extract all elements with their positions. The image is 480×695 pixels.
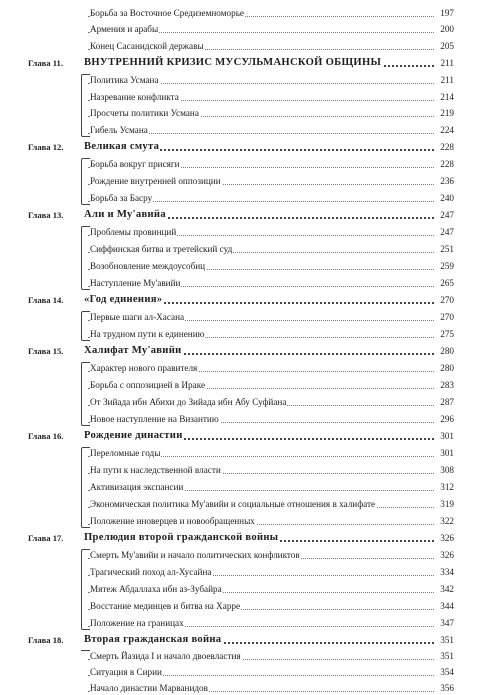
section-title: Мятеж Абдаллаха ибн аз-Зубайра bbox=[90, 584, 222, 594]
chapter-label: Глава 14. bbox=[28, 295, 64, 305]
chapter-entry bbox=[28, 140, 454, 154]
section-bracket bbox=[81, 74, 90, 137]
section-entry bbox=[28, 463, 454, 477]
section-title: На трудном пути к единению bbox=[90, 329, 205, 339]
section-entry bbox=[28, 565, 454, 579]
page-number: 236 bbox=[434, 174, 454, 188]
section-title: Рождение внутренней оппозиции bbox=[90, 176, 221, 186]
page-number: 251 bbox=[434, 242, 454, 256]
section-title: Смерть Йазида I и начало двоевластия bbox=[90, 651, 241, 661]
section-bracket bbox=[81, 650, 90, 651]
page-number: 326 bbox=[434, 548, 454, 562]
chapter-title: Прелюдия второй гражданской войны bbox=[84, 532, 279, 543]
section-entry bbox=[28, 39, 454, 53]
section-title: Назревание конфликта bbox=[90, 92, 179, 102]
section-entry bbox=[28, 412, 454, 426]
section-title: Характер нового правителя bbox=[90, 363, 198, 373]
chapter-entry bbox=[28, 633, 454, 647]
section-title: Проблемы провинций bbox=[90, 227, 177, 237]
page-number: 351 bbox=[434, 649, 454, 663]
section-title: Новое наступление на Византию bbox=[90, 414, 219, 424]
page-number: 219 bbox=[434, 106, 454, 120]
section-entry bbox=[28, 446, 454, 460]
section-title: Гибель Усмана bbox=[90, 125, 148, 135]
section-entry bbox=[28, 480, 454, 494]
page-number: 240 bbox=[434, 191, 454, 205]
page-number: 322 bbox=[434, 514, 454, 528]
section-title: На пути к наследственной власти bbox=[90, 465, 221, 475]
section-entry bbox=[28, 174, 454, 188]
section-entry bbox=[28, 90, 454, 104]
page-number: 259 bbox=[434, 259, 454, 273]
section-entry bbox=[28, 378, 454, 392]
section-entry bbox=[28, 665, 454, 679]
section-entry bbox=[28, 514, 454, 528]
section-title: Смерть Му'авийи и начало политических конфликтов bbox=[90, 550, 300, 560]
chapter-entry bbox=[28, 293, 454, 307]
section-entry bbox=[28, 242, 454, 256]
section-bracket bbox=[81, 158, 90, 205]
chapter-title: Рождение династии bbox=[84, 430, 183, 441]
section-entry bbox=[28, 599, 454, 613]
page-number: 228 bbox=[434, 157, 454, 171]
chapter-label: Глава 13. bbox=[28, 210, 64, 220]
chapter-entry bbox=[28, 208, 454, 222]
chapter-label: Глава 18. bbox=[28, 635, 64, 645]
section-entry bbox=[28, 649, 454, 663]
section-title: Начало династии Марванидов bbox=[90, 683, 208, 693]
page-number: 247 bbox=[434, 225, 454, 239]
section-title: Положение иноверцев и новообращенных bbox=[90, 516, 255, 526]
chapter-entry bbox=[28, 56, 454, 70]
page-number: 280 bbox=[434, 361, 454, 375]
page-number: 356 bbox=[434, 681, 454, 695]
page-number: 224 bbox=[434, 123, 454, 137]
chapter-title: Великая смута bbox=[84, 141, 160, 152]
chapter-title: Вторая гражданская война bbox=[84, 634, 222, 645]
page-number: 211 bbox=[434, 73, 454, 87]
page-number: 312 bbox=[434, 480, 454, 494]
section-title: Борьба вокруг присяги bbox=[90, 159, 180, 169]
section-title: Ситуация в Сирии bbox=[90, 667, 162, 677]
page-number: 301 bbox=[434, 446, 454, 460]
section-title: Борьба за Басру bbox=[90, 193, 153, 203]
page-number: 283 bbox=[434, 378, 454, 392]
page-number: 280 bbox=[434, 344, 454, 358]
section-entry bbox=[28, 327, 454, 341]
chapter-entry bbox=[28, 429, 454, 443]
section-title: Положение на границах bbox=[90, 618, 184, 628]
section-entry bbox=[28, 22, 454, 36]
section-title: Сиффинская битва и третейский суд bbox=[90, 244, 233, 254]
chapter-entry bbox=[28, 531, 454, 545]
section-bracket bbox=[81, 447, 90, 528]
page-number: 211 bbox=[434, 56, 454, 70]
page-number: 265 bbox=[434, 276, 454, 290]
section-title: Активизация экспансии bbox=[90, 482, 184, 492]
page-number: 270 bbox=[434, 310, 454, 324]
section-title: Наступление Му'авийи bbox=[90, 278, 181, 288]
section-title: Конец Сасанидской державы bbox=[90, 41, 204, 51]
page-number: 287 bbox=[434, 395, 454, 409]
section-bracket bbox=[81, 549, 90, 630]
section-title: Армения и арабы bbox=[90, 24, 159, 34]
page-number: 270 bbox=[434, 293, 454, 307]
section-title: Борьба с оппозицией в Ираке bbox=[90, 380, 206, 390]
page-number: 342 bbox=[434, 582, 454, 596]
section-entry bbox=[28, 681, 454, 695]
section-entry bbox=[28, 73, 454, 87]
page-number: 301 bbox=[434, 429, 454, 443]
chapter-entry bbox=[28, 344, 454, 358]
chapter-label: Глава 17. bbox=[28, 533, 64, 543]
chapter-title: «Год единения» bbox=[84, 294, 163, 305]
section-title: Возобновление междоусобиц bbox=[90, 261, 206, 271]
page-number: 308 bbox=[434, 463, 454, 477]
section-title: Первые шаги ал-Хасана bbox=[90, 312, 185, 322]
section-entry bbox=[28, 276, 454, 290]
page-number: 354 bbox=[434, 665, 454, 679]
section-title: Борьба за Восточное Средиземноморье bbox=[90, 8, 244, 18]
section-entry bbox=[28, 191, 454, 205]
page-number: 296 bbox=[434, 412, 454, 426]
section-bracket bbox=[81, 311, 90, 341]
chapter-title: ВНУТРЕННИЙ КРИЗИС МУСУЛЬМАНСКОЙ ОБЩИНЫ bbox=[84, 57, 382, 68]
chapter-title: Халифат Му'авийи bbox=[84, 345, 182, 356]
section-entry bbox=[28, 123, 454, 137]
page-number: 228 bbox=[434, 140, 454, 154]
section-title: Экономическая политика Му'авийи и социальные отношения в халифате bbox=[90, 499, 376, 509]
page-number: 275 bbox=[434, 327, 454, 341]
section-title: От Зийада ибн Абихи до Зийада ибн Абу Суфйана bbox=[90, 397, 287, 407]
section-title: Просчеты политики Усмана bbox=[90, 108, 199, 118]
section-entry bbox=[28, 106, 454, 120]
section-entry bbox=[28, 6, 454, 20]
chapter-label: Глава 16. bbox=[28, 431, 64, 441]
section-bracket bbox=[81, 226, 90, 290]
chapter-label: Глава 15. bbox=[28, 346, 64, 356]
section-entry bbox=[28, 225, 454, 239]
page-number: 205 bbox=[434, 39, 454, 53]
page-number: 334 bbox=[434, 565, 454, 579]
chapter-label: Глава 11. bbox=[28, 58, 63, 68]
page-number: 347 bbox=[434, 616, 454, 630]
section-entry bbox=[28, 395, 454, 409]
section-entry bbox=[28, 157, 454, 171]
page-number: 326 bbox=[434, 531, 454, 545]
page-number: 200 bbox=[434, 22, 454, 36]
section-entry bbox=[28, 361, 454, 375]
section-entry bbox=[28, 259, 454, 273]
page-number: 344 bbox=[434, 599, 454, 613]
section-title: Трагический поход ал-Хусайна bbox=[90, 567, 212, 577]
section-entry bbox=[28, 582, 454, 596]
section-title: Политика Усмана bbox=[90, 75, 159, 85]
page-number: 214 bbox=[434, 90, 454, 104]
section-entry bbox=[28, 310, 454, 324]
section-bracket bbox=[81, 362, 90, 426]
section-title: Переломные годы bbox=[90, 448, 161, 458]
chapter-title: Али и Му'авийа bbox=[84, 209, 166, 220]
chapter-label: Глава 12. bbox=[28, 142, 64, 152]
page-number: 319 bbox=[434, 497, 454, 511]
page-number: 351 bbox=[434, 633, 454, 647]
page-number: 247 bbox=[434, 208, 454, 222]
section-entry bbox=[28, 616, 454, 630]
section-entry bbox=[28, 548, 454, 562]
page-number: 197 bbox=[434, 6, 454, 20]
section-entry bbox=[28, 497, 454, 511]
section-title: Восстание мединцев и битва на Харре bbox=[90, 601, 241, 611]
